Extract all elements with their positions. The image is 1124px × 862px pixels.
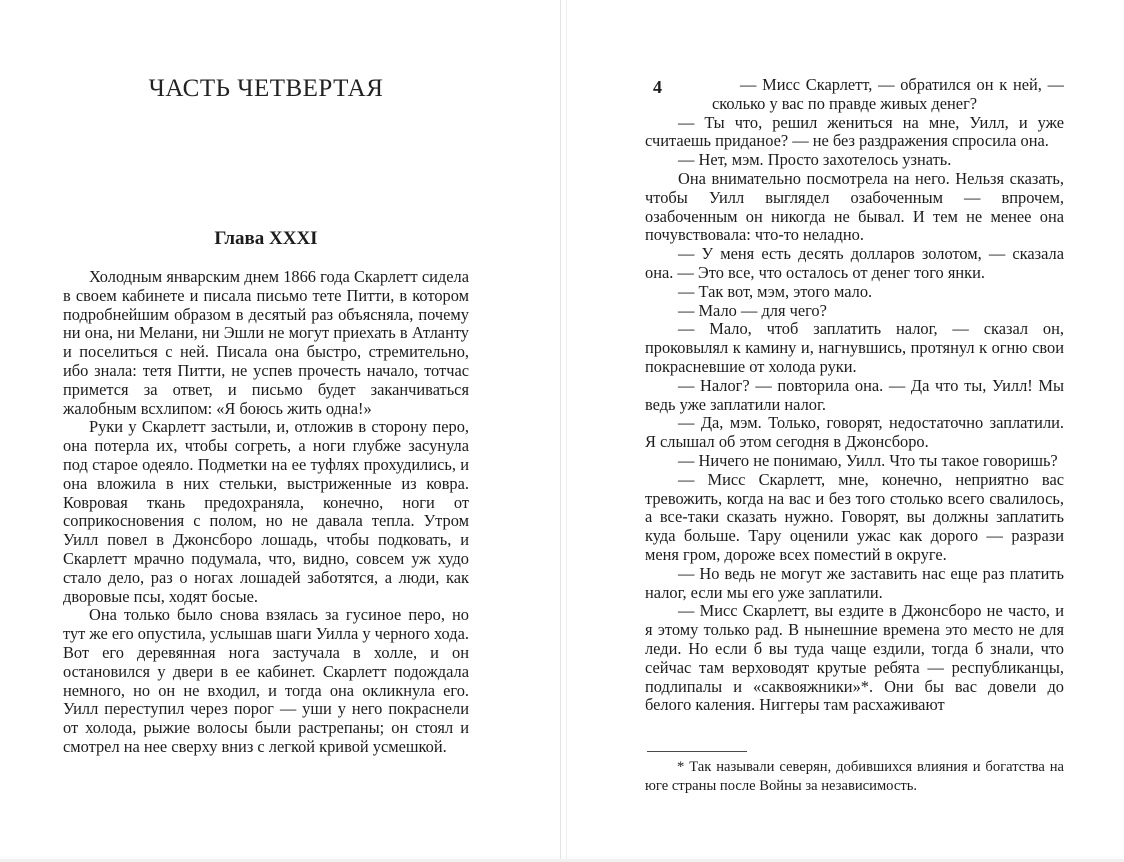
- paragraph: — Так вот, мэм, этого мало.: [678, 281, 873, 301]
- paragraph: Она внимательно посмотрела на него. Нельзя сказать, чтобы Уилл выглядел озабоченным — впрочем, озабоченным он никогда не бывал. И тем не менее она почувствовала: что-то неладно.: [645, 168, 1064, 245]
- paragraph: — Ничего не понимаю, Уилл. Что ты такое говоришь?: [678, 450, 1058, 470]
- opening-line: — Мисс Скарлетт, — обратился он к ней, —: [740, 76, 1064, 94]
- paragraph: — Нет, мэм. Просто захотелось узнать.: [678, 150, 952, 170]
- footnote-text: * Так называли северян, добившихся влияния и богатства на юге страны после Войны за независимость.: [645, 759, 1064, 795]
- paragraph: Холодным январским днем 1866 года Скарлетт сидела в своем кабинете и писала письмо тете Питти, в котором подробнейшим образом в десятый раз объясняла, почему ни она, ни Мелани, ни Эшли не могут приехать в Атланту и поселиться с ней. Писала она быстро, стремительно, ибо знала: тетя Питти, не успев прочесть начало, тотчас примется за ответ, и письмо будет заканчиваться жалобным всхлипом: «Я боюсь жить одна!»: [63, 268, 469, 418]
- page-gutter-line: [560, 0, 561, 862]
- paragraph: — Мало, чтоб заплатить налог, — сказал он, проковылял к камину и, нагнувшись, протянул к огню свои покрасневшие от холода руки.: [645, 319, 1064, 376]
- paragraph: — Мисс Скарлетт, вы ездите в Джонсборо не часто, и я этому только рад. В нынешние времена это место не для леди. Но если б вы туда чаще ездили, тогда б знали, что сейчас там верховодят крутые ребята — республиканцы, подлипалы и «саквояжники»*. Они бы вас довели до белого каления. Ниггеры там расхаживают: [645, 601, 1064, 715]
- right-page-text: [645, 76, 1064, 715]
- opening-line: сколько у вас по правде живых денег?: [712, 93, 978, 113]
- page-gutter-line: [566, 0, 567, 862]
- paragraph: — Мисс Скарлетт, мне, конечно, неприятно вас тревожить, когда на вас и без того столько всего свалилось, а все-таки сказать нужно. Говорят, вы должны заплатить куда больше. Тару оценили ужас как дорого — разрази меня гром, дороже всех поместий в округе.: [645, 469, 1064, 564]
- paragraph: — Да, мэм. Только, говорят, недостаточно заплатили. Я слышал об этом сегодня в Джонсборо.: [645, 413, 1064, 452]
- paragraph: — Ты что, решил жениться на мне, Уилл, и уже считаешь приданое? — не без раздражения спросила она.: [645, 112, 1064, 151]
- paragraph: — Налог? — повторила она. — Да что ты, Уилл! Мы ведь уже заплатили налог.: [645, 375, 1064, 414]
- footnote-rule: [647, 751, 747, 752]
- chapter-title: Глава XXXI: [214, 228, 318, 249]
- page-number: 4: [653, 77, 662, 97]
- paragraph: Она только было снова взялась за гусиное перо, но тут же его опустила, услышав шаги Уилла у черного хода. Вот его деревянная нога застучала в холле, и он остановился у двери в ее кабинет. Скарлетт подождала немного, но он не входил, и тогда она окликнула его. Уилл переступил через порог — уши у него покраснели от холода, рыжие волосы были растрепаны; он стоял и смотрел на нее сверху вниз с легкой кривой усмешкой.: [63, 605, 469, 756]
- paragraph: — Но ведь не могут же заставить нас еще раз платить налог, если мы его уже заплатили.: [645, 563, 1064, 602]
- part-title: ЧАСТЬ ЧЕТВЕРТАЯ: [148, 75, 384, 102]
- footnote: [645, 751, 1064, 797]
- paragraph: Руки у Скарлетт застыли, и, отложив в сторону перо, она потерла их, чтобы согреть, а ноги глубже засунула под старое одеяло. Подметки на ее туфлях прохудились, и она вложила в них стельки, выстриженные из ковра. Ковровая ткань предохраняла, конечно, ноги от соприкосновения с полом, но не давала тепла. Утром Уилл повел в Джонсборо лошадь, чтобы подковать, и Скарлетт мрачно подумала, что, видно, совсем уж худо стало дело, раз о ногах лошадей заботятся, а люди, как дворовые псы, ходят босые.: [63, 417, 469, 606]
- paragraph: — У меня есть десять долларов золотом, — сказала она. — Это все, что осталось от денег того янки.: [645, 244, 1064, 282]
- left-page-text: [63, 268, 469, 757]
- paragraph: — Мало — для чего?: [678, 300, 827, 320]
- opening-paragraph: [712, 76, 1064, 114]
